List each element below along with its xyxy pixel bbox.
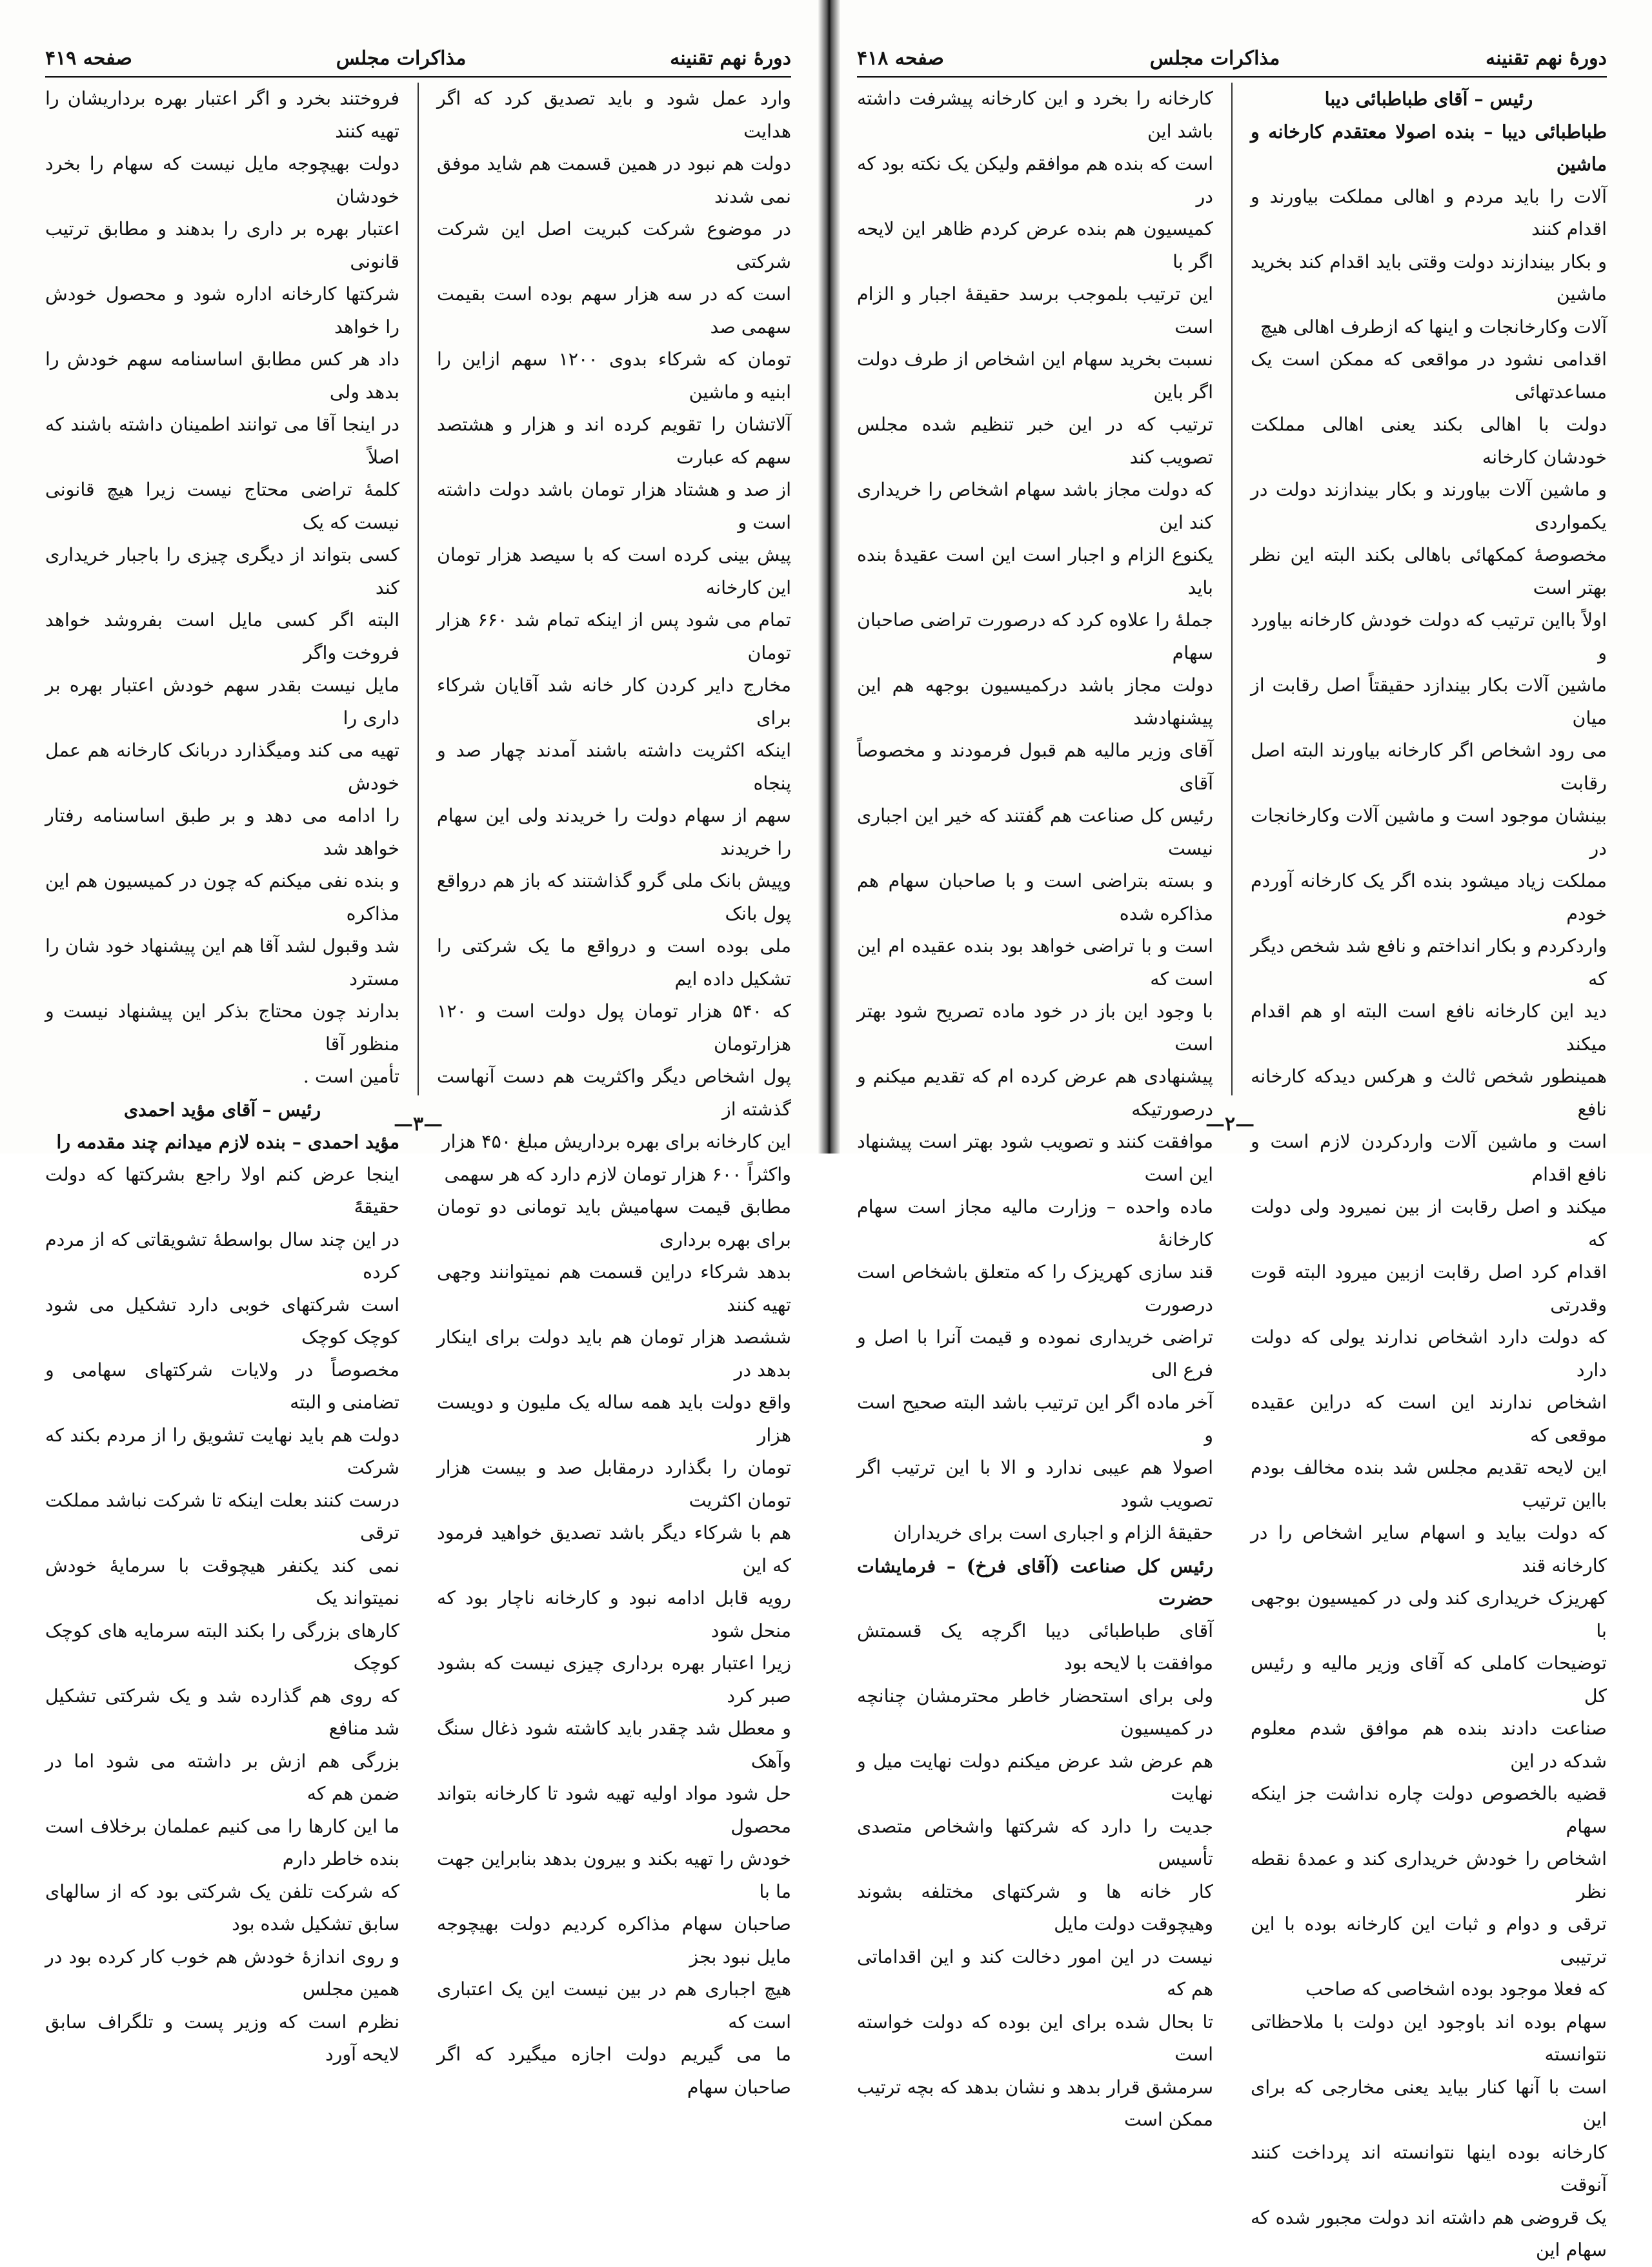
text-line: تأمین است . (303, 1066, 399, 1087)
text-line: اشخاص را خودش خریداری کند و عمدۀ نقطه نظر (1251, 1848, 1607, 1902)
text-line: کارهای بزرگی را بکند البته سرمایه های کوچک کوچک (45, 1620, 399, 1674)
text-line: پول اشخاص دیگر واکثریت هم دست آنهاست گذشته از (437, 1066, 791, 1120)
text-line: بدارند چون محتاج بذکر این پیشنهاد نیست و منظور آقا (45, 1001, 399, 1055)
text-line: واقع دولت باید همه ساله یک ملیون و دویست هزار (437, 1392, 791, 1446)
text-line: واردکردم و بکار انداختم و نافع شد شخص دیگر که (1251, 935, 1607, 990)
text-line: کارخانه بوده اینها نتوانسته اند پرداخت کنند آنوقت (1251, 2141, 1607, 2195)
text-line: ما این کارها را می کنیم عملمان برخلاف است بنده خاطر دارم (45, 1815, 399, 1869)
text-line: آلات وکارخانجات و اینها که ازطرف اهالی هیچ (1260, 316, 1607, 338)
text-line: ملی بوده است و درواقع ما یک شرکتی را تشکیل داده ایم (437, 935, 791, 990)
text-line: است که در سه هزار سهم بوده است بقیمت سهمی صد (437, 283, 791, 338)
column-divider (418, 83, 419, 1095)
text-line: و معطل شد چقدر باید کاشته شود ذغال سنگ وآهک (437, 1718, 791, 1772)
text-line: سهم از سهام دولت را خریدند ولی این سهام را خریدند (437, 805, 791, 859)
text-line: دولت هم باید نهایت تشویق را از مردم بکند که شرکت (45, 1424, 399, 1478)
text-line: بزرگی هم ازش بر داشته می شود اما در ضمن هم که (45, 1750, 399, 1804)
text-line: اینجا عرض کنم اولا راجع بشرکتها که دولت حقیقۀً (45, 1163, 399, 1217)
page-footer-number: —۲— (1205, 1113, 1255, 1135)
text-column-right (1251, 83, 1607, 2261)
text-line: تهیه می کند ومیگذارد دربانک کارخانه هم عمل خودش (45, 740, 399, 794)
text-line: نیست در این امور دخالت کند و این اقداماتی هم که (857, 1946, 1213, 2000)
text-line: رئیس کل صناعت (آقای فرخ) – فرمایشات حضرت (857, 1554, 1213, 1609)
text-line: است و ماشین آلات واردکردن لازم است و نافع اقدام (1251, 1131, 1607, 1185)
text-line: و روی اندازۀ خودش هم خوب کار کرده بود در همین مجلس (45, 1946, 399, 2000)
text-line: ششصد هزار تومان هم باید دولت برای اینکار بدهد در (437, 1327, 791, 1381)
text-line: رویه قابل ادامه نبود و کارخانه ناچار بود که منحل شود (437, 1587, 791, 1642)
text-line: که روی هم گذارده شد و یک شرکتی تشکیل شد منافع (45, 1685, 399, 1739)
text-line: اعتبار بهره بر داری را بدهند و مطابق ترتیب قانونی (45, 218, 399, 272)
text-line: مؤید احمدی – بنده لازم میدانم چند مقدمه را (56, 1131, 399, 1153)
text-line: صاحبان سهام مذاکره کردیم دولت بهیچوجه مایل نبود بجز (437, 1913, 791, 1967)
text-line: کمیسیون هم بنده عرض کردم ظاهر این لایحه اگر با (857, 218, 1213, 272)
text-line: تا بحال شده برای این بوده که دولت خواسته است (857, 2011, 1213, 2065)
text-line: است که بنده هم موافقم ولیکن یک نکته بود که در (857, 153, 1213, 207)
text-line: این لایحه تقدیم مجلس شد بنده مخالف بودم بااین ترتیب (1251, 1457, 1607, 1511)
text-line: است شرکتهای خوبی دارد تشکیل می شود کوچک کوچک (45, 1294, 399, 1348)
text-line: وپیش بانک ملی گرو گذاشتند که باز هم درواقع پول بانک (437, 870, 791, 924)
page-footer-number: —۳— (394, 1113, 443, 1135)
text-line: رئیس – آقای طباطبائی دیبا (1324, 88, 1533, 110)
text-line: شرکتها کارخانه اداره شود و محصول خودش را خواهد (45, 283, 399, 338)
page-header (45, 40, 791, 78)
text-column-left (45, 83, 399, 2065)
text-line: تومان که شرکاء بدوی ۱۲۰۰ سهم ازاین را ابنیه و ماشین (437, 349, 791, 403)
text-line: واکثراً ۶۰۰ هزار تومان لازم دارد که هر سهمی (444, 1163, 791, 1185)
header-page-number: صفحه ۴۱۹ (45, 46, 132, 70)
text-line: مخارج دایر کردن کار خانه شد آقایان شرکاء برای (437, 675, 791, 729)
text-line: ماده واحده – وزارت مالیه مجاز است سهام کارخانۀ (857, 1196, 1213, 1250)
text-line: اصولا هم عیبی ندارد و الا با این ترتیب اگر تصویب شود (857, 1457, 1213, 1511)
text-line: است و با تراضی خواهد بود بنده عقیده ام این است که (857, 935, 1213, 990)
text-line: البته اگر کسی مایل است بفروشد خواهد فروخت واگر (45, 609, 399, 664)
text-line: بینشان موجود است و ماشین آلات وکارخانجات در (1251, 805, 1607, 859)
text-line: آقای وزیر مالیه هم قبول فرمودند و مخصوصاً آقای (857, 740, 1213, 794)
text-line: ماشین آلات بکار بیندازد حقیقتاً اصل رقابت از میان (1251, 675, 1607, 729)
text-line: میکند و اصل رقابت از بین نمیرود ولی دولت که (1251, 1196, 1607, 1250)
header-session: دورۀ نهم تقنینه (1486, 46, 1607, 70)
text-line: کهریزک خریداری کند ولی در کمیسیون بوجهی با (1251, 1587, 1607, 1642)
text-line: تمام می شود پس از اینکه تمام شد ۶۶۰ هزار تومان (437, 609, 791, 664)
right-page (831, 0, 1652, 2261)
text-line: این ترتیب بلموجب برسد حقیقۀ اجبار و الزام است (857, 283, 1213, 338)
text-line: موافقت کنند و تصویب شود بهتر است پیشنهاد این است (857, 1131, 1213, 1185)
text-line: تراضی خریداری نموده و قیمت آنرا با اصل و فرع الی (857, 1327, 1213, 1381)
text-line: زیرا اعتبار بهره برداری چیزی نیست که بشود صبر کرد (437, 1652, 791, 1707)
text-line: قند سازی کهریزک را که متعلق باشخاص است درصورت (857, 1261, 1213, 1316)
text-line: طباطبائی دیبا – بنده اصولا معتقدم کارخانه و ماشین (1251, 120, 1607, 175)
text-line: قضیه بالخصوص دولت چاره نداشت جز اینکه سهام (1251, 1783, 1607, 1837)
text-line: رئیس – آقای مؤید احمدی (123, 1098, 321, 1121)
text-line: حل شود مواد اولیه تهیه شود تا کارخانه بتواند محصول (437, 1783, 791, 1837)
text-column-right (437, 83, 791, 2098)
text-line: که دولت دارد اشخاص ندارند یولی که دولت دارد (1251, 1327, 1607, 1381)
text-line: آقای طباطبائی دیبا اگرچه یک قسمتش موافقت با لایحه بود (857, 1620, 1213, 1674)
text-line: نمی کند یکنفر هیچوقت با سرمایۀ خودش نمیتواند یک (45, 1554, 399, 1609)
text-line: مطابق قیمت سهامیش باید تومانی دو تومان برای بهره برداری (437, 1196, 791, 1250)
text-line: درست کنند بعلت اینکه تا شرکت نباشد مملکت ترقی (45, 1489, 399, 1543)
text-columns (45, 83, 791, 2098)
text-line: این کارخانه برای بهره برداریش مبلغ ۴۵۰ هزار (441, 1131, 791, 1152)
text-line: حقیقۀ الزام و اجباری است برای خریداران (893, 1522, 1213, 1543)
text-line: دولت با اهالی بکند یعنی اهالی مملکت خودشان کارخانه (1251, 414, 1607, 468)
text-line: در این چند سال بواسطۀ تشویقاتی که از مردم کرده (45, 1228, 399, 1283)
text-line: و ماشین آلات بیاورند و بکار بیندازند دولت در یکمواردی (1251, 479, 1607, 533)
text-line: و بنده نفی میکنم که چون در کمیسیون هم این مذاکره (45, 870, 399, 924)
text-line: پیشنهادی هم عرض کرده ام که تقدیم میکنم و درصورتیکه (857, 1066, 1213, 1120)
text-line: کسی بتواند از دیگری چیزی را باجبار خریداری کند (45, 544, 399, 598)
text-line: صناعت دادند بنده هم موافق شدم معلوم شدکه در این (1251, 1718, 1607, 1772)
text-line: کار خانه ها و شرکتهای مختلفه بشوند وهیچوقت دولت مایل (857, 1880, 1213, 1935)
text-line: مخصوصاً در ولایات شرکتهای سهامی و تضامنی و البته (45, 1359, 399, 1413)
text-line: خودش را تهیه بکند و بیرون بدهد بنابراین جهت ما با (437, 1848, 791, 1902)
header-session: دورۀ نهم تقنینه (670, 46, 791, 70)
text-line: اشخاص ندارند این است که دراین عقیده موقعی که (1251, 1392, 1607, 1446)
text-line: وارد عمل شود و باید تصدیق کرد که اگر هدایت (437, 88, 791, 142)
text-line: در موضوع شرکت کبریت اصل این شرکت شرکتی (437, 218, 791, 272)
text-line: هم عرض شد عرض میکنم دولت نهایت میل و نهایت (857, 1750, 1213, 1804)
text-line: و بکار بیندازند دولت وقتی باید اقدام کند بخرید ماشین (1251, 250, 1607, 305)
text-line: دولت هم نبود در همین قسمت هم شاید موفق نمی شدند (437, 153, 791, 207)
text-line: دولت مجاز باشد درکمیسیون بوجهه هم این پیشنهادشد (857, 675, 1213, 729)
text-line: تومان را بگذارد درمقابل صد و بیست هزار تومان اکثریت (437, 1457, 791, 1511)
text-line: ترقی و دوام و ثبات این کارخانه بوده با این ترتیبی (1251, 1913, 1607, 1967)
text-line: در اینجا آقا می توانند اطمینان داشته باشند که اصلاً (45, 414, 399, 468)
text-line: می رود اشخاص اگر کارخانه بیاورند البته اصل رقابت (1251, 740, 1607, 794)
text-line: آلاتشان را تقویم کرده اند و هزار و هشتصد سهم که عبارت (437, 414, 791, 468)
text-line: کلمۀ تراضی محتاج نیست زیرا هیچ قانونی نیست که یک (45, 479, 399, 533)
text-line: پیش بینی کرده است که با سیصد هزار تومان این کارخانه (437, 544, 791, 598)
text-column-left (857, 83, 1213, 2130)
text-line: را ادامه می دهد و بر طبق اساسنامه رفتار خواهد شد (45, 805, 399, 859)
text-line: که دولت بیاید و اسهام سایر اشخاص را در کارخانه قند (1251, 1522, 1607, 1576)
text-line: دید این کارخانه نافع است البته او هم اقدام میکند (1251, 1001, 1607, 1055)
header-title: مذاکرات مجلس (1149, 46, 1280, 70)
text-line: رئیس کل صناعت هم گفتند که خیر این اجباری نیست (857, 805, 1213, 859)
text-line: اقدامی نشود در مواقعی که ممکن است یک مساعدتهائی (1251, 349, 1607, 403)
text-line: همینطور شخص ثالث و هرکس دیدکه کارخانه نافع (1251, 1066, 1607, 1120)
book-gutter (818, 0, 840, 1154)
text-line: شد وقبول لشد آقا هم این پیشنهاد خود شان را مسترد (45, 935, 399, 990)
text-line: نسبت بخرید سهام این اشخاص از طرف دولت اگر باین (857, 349, 1213, 403)
text-line: هم با شرکاء دیگر باشد تصدیق خواهید فرمود که این (437, 1522, 791, 1576)
text-line: مایل نیست بقدر سهم خودش اعتبار بهره بر داری را (45, 675, 399, 729)
text-line: توضیحات کاملی که آقای وزیر مالیه و رئیس کل (1251, 1652, 1607, 1707)
text-line: که ۵۴۰ هزار تومان پول دولت است و ۱۲۰ هزارتومان (437, 1001, 791, 1055)
header-page-number: صفحه ۴۱۸ (857, 46, 944, 70)
text-line: اولاً بااین ترتیب که دولت خودش کارخانه بیاورد و (1251, 609, 1607, 664)
text-line: و بسته بتراضی است و با صاحبان سهام هم مذاکره شده (857, 870, 1213, 924)
text-line: مملکت زیاد میشود بنده اگر یک کارخانه آوردم خودم (1251, 870, 1607, 924)
text-line: جدیت را دارد که شرکتها واشخاص متصدی تأسیس (857, 1815, 1213, 1869)
text-line: ولی برای استحضار خاطر محترمشان چنانچه در کمیسیون (857, 1685, 1213, 1739)
text-line: سرمشق قرار بدهد و نشان بدهد که بچه ترتیب ممکن است (857, 2076, 1213, 2130)
text-columns (857, 83, 1607, 2261)
header-title: مذاکرات مجلس (336, 46, 467, 70)
text-line: اقدام کرد اصل رقابت ازبین میرود البته قوت وقدرتی (1251, 1261, 1607, 1316)
text-line: که فعلا موجود بوده اشخاصی که صاحب (1305, 1978, 1607, 2000)
text-line: نظرم است که وزیر پست و تلگراف سابق لایحه آورد (45, 2011, 399, 2065)
text-line: هیچ اجباری هم در بین نیست این یک اعتباری است که (437, 1978, 791, 2033)
text-line: جملۀ را علاوه کرد که درصورت تراضی صاحبان سهام (857, 609, 1213, 664)
text-line: که شرکت تلفن یک شرکتی بود که از سالهای سابق تشکیل شده بود (45, 1880, 399, 1935)
text-line: اینکه اکثریت داشته باشند آمدند چهار صد و پنجاه (437, 740, 791, 794)
text-line: با وجود این باز در خود ماده تصریح شود بهتر است (857, 1001, 1213, 1055)
text-line: ما می گیریم دولت اجازه میگیرد که اگر صاحبان سهام (437, 2044, 791, 2098)
text-line: مخصوصۀ کمکهائی باهالی بکند البته این نظر بهتر است (1251, 544, 1607, 598)
text-line: داد هر کس مطابق اساسنامه سهم خودش را بدهد ولی (45, 349, 399, 403)
text-line: یک قروضی هم داشته اند دولت مجبور شده که سهام این (1251, 2206, 1607, 2261)
text-line: سهام بوده اند باوجود این دولت با ملاحظاتی نتوانسته (1251, 2011, 1607, 2065)
text-line: است با آنها کنار بیاید یعنی مخارجی که برای این (1251, 2076, 1607, 2130)
text-line: از صد و هشتاد هزار تومان باشد دولت داشته است و (437, 479, 791, 533)
text-line: که دولت مجاز باشد سهام اشخاص را خریداری کند این (857, 479, 1213, 533)
page-header (857, 40, 1607, 78)
text-line: یکنوع الزام و اجبار است این است عقیدۀ بنده باید (857, 544, 1213, 598)
text-line: دولت بهیچوجه مایل نیست که سهام را بخرد خودشان (45, 153, 399, 207)
text-line: کارخانه را بخرد و این کارخانه پیشرفت داشته باشد این (857, 88, 1213, 142)
text-line: فروختند بخرد و اگر اعتبار بهره برداریشان را تهیه کنند (45, 88, 399, 142)
text-line: آخر ماده اگر این ترتیب باشد البته صحیح است و (857, 1392, 1213, 1446)
text-line: آلات را باید مردم و اهالی مملکت بیاورند و اقدام کنند (1251, 185, 1607, 239)
left-page (0, 0, 827, 2098)
text-line: بدهد شرکاء دراین قسمت هم نمیتوانند وجهی تهیه کنند (437, 1261, 791, 1316)
column-divider (1231, 83, 1233, 1095)
text-line: ترتیب که در این خبر تنظیم شده مجلس تصویب کند (857, 414, 1213, 468)
